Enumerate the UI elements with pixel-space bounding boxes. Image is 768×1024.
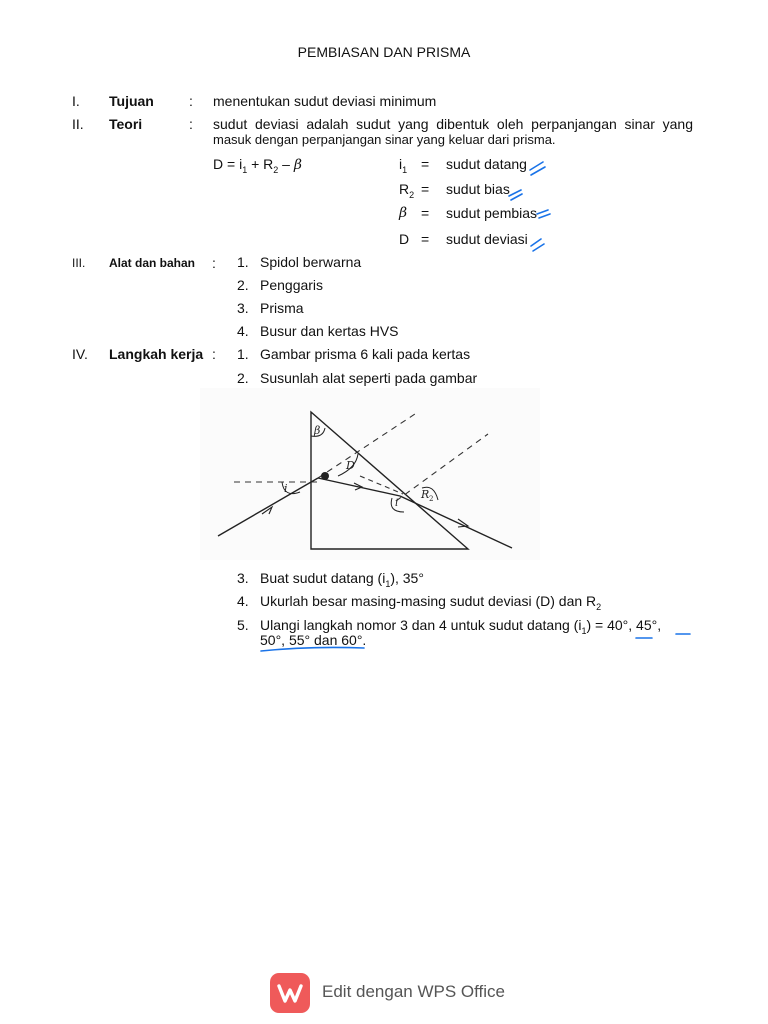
section-number: I. [72, 93, 80, 109]
section-number: IV. [72, 346, 88, 362]
wps-logo-icon [270, 973, 310, 1013]
formula-beta: β [293, 157, 302, 173]
list-number: 3. [237, 570, 249, 586]
ink-check-mark [537, 210, 550, 218]
incidence-point [321, 472, 329, 480]
legend-equals: = [421, 181, 430, 197]
label-beta: β [314, 424, 321, 437]
tujuan-text: menentukan sudut deviasi minimum [213, 93, 437, 109]
label-r: R [421, 488, 430, 501]
list-item-step: Ulangi langkah nomor 3 dan 4 untuk sudut datang $(i_1) = 40^\circ$, 45°, [260, 617, 662, 636]
legend-desc-sudut-deviasi: sudut deviasi [446, 231, 528, 247]
legend-equals: = [421, 231, 430, 247]
formula-minus: – [278, 156, 294, 172]
list-number: 4. [237, 323, 249, 339]
ink-check-mark [509, 190, 522, 200]
label-d: D [346, 459, 355, 472]
section-colon: : [189, 93, 193, 109]
list-item-tool: Busur dan kertas HVS [260, 323, 399, 339]
legend-desc-sudut-pembias: sudut pembias [446, 205, 538, 221]
list-item-tool: Spidol berwarna [260, 254, 362, 270]
list-item-step: Buat sudut datang $(i_1)$, 35° [260, 570, 424, 589]
ink-check-mark [530, 162, 545, 175]
legend-symbol-i1: $i_1$ [399, 156, 408, 175]
section-colon: : [212, 255, 216, 271]
list-number: 4. [237, 593, 249, 609]
list-number: 2. [237, 277, 249, 293]
wps-edit-text: Edit dengan WPS Office [322, 982, 506, 1001]
label-i-exit: i [395, 498, 399, 509]
wps-logo [270, 973, 310, 1013]
formula [213, 156, 302, 175]
label-i: i [284, 482, 288, 495]
list-number: 5. [237, 617, 249, 633]
list-item-step: Susunlah alat seperti pada gambar [260, 370, 478, 386]
formula-mid: + R [247, 156, 274, 172]
list-item-step: Ukurlah besar masing-masing sudut deviasi (D) dan $R_2$ [260, 593, 602, 612]
ink-check-mark [531, 239, 544, 251]
legend-desc-sudut-bias: sudut bias [446, 181, 510, 197]
legend-symbol-beta: β [399, 205, 408, 221]
section-label-alat-dan-bahan: Alat dan bahan [109, 256, 196, 270]
legend-symbol-r2: $R_2$ [399, 181, 415, 200]
list-item-step-continued: 50°, 55° dan 60°. [260, 632, 367, 648]
formula-sub-1: 1 [242, 164, 248, 175]
list-number: 1. [237, 346, 249, 362]
teori-line-2: masuk dengan perpanjangan sinar yang keluar dari prisma. [213, 132, 556, 147]
section-label-teori: Teori [109, 116, 143, 132]
list-item-tool: Prisma [260, 300, 304, 316]
list-item-tool: Penggaris [260, 277, 324, 293]
list-number: 3. [237, 300, 249, 316]
legend-desc-sudut-datang: sudut datang [446, 156, 527, 172]
label-r-sub: 2 [429, 495, 434, 503]
section-number: II. [72, 116, 84, 132]
section-colon: : [189, 116, 193, 132]
list-number: 1. [237, 254, 249, 270]
page-title: PEMBIASAN DAN PRISMA [297, 44, 471, 60]
legend-equals: = [421, 205, 430, 221]
section-number: III. [72, 256, 86, 270]
teori-line-1: sudut deviasi adalah sudut yang dibentuk oleh perpanjangan sinar yang [213, 116, 693, 132]
legend-symbol-d: D [399, 231, 410, 247]
formula-sub-2: 2 [273, 164, 279, 175]
legend-equals: = [421, 156, 430, 172]
section-colon: : [212, 346, 216, 362]
section-label-tujuan: Tujuan [109, 93, 154, 109]
list-item-step: Gambar prisma 6 kali pada kertas [260, 346, 471, 362]
prism-diagram [200, 388, 540, 560]
diagram-background [200, 388, 540, 560]
list-number: 2. [237, 370, 249, 386]
section-label-langkah-kerja: Langkah kerja [109, 346, 204, 362]
formula-lhs: D = i [213, 156, 243, 172]
